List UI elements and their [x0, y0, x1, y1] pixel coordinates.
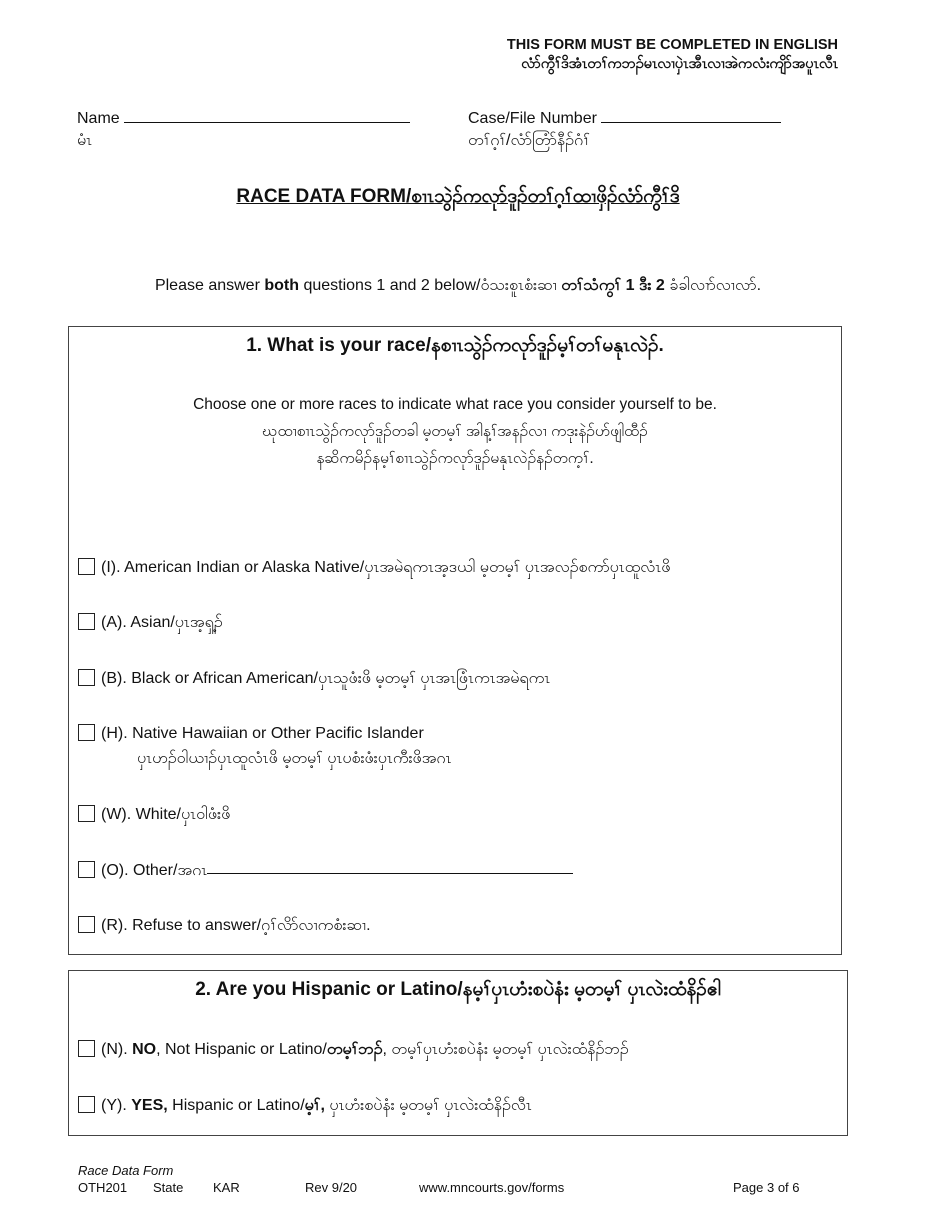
race-option-white[interactable] — [78, 803, 230, 827]
question-2-box — [68, 970, 848, 1136]
checkbox-asian[interactable] — [78, 613, 95, 630]
form-title: RACE DATA FORM/စၢၤသွဲၣ်ကလုာ်ဒူၣ်တၢ်ဂ့ၢ်ထၢဖှိၣ်လံာ်ကွီၢ်ဒိ — [236, 186, 680, 207]
race-option-native-hawaiian[interactable] — [78, 722, 424, 746]
option-code: (N). — [101, 1041, 133, 1058]
choose-instruction — [69, 391, 841, 472]
instruction — [0, 274, 916, 298]
option-label — [101, 1094, 532, 1118]
choose-instruction-karen-2: နဆိကမိၣ်နမ့ၢ်စၢၤသွဲၣ်ကလုာ်ဒူၣ်မနုၤလဲၣ်နၣ်တက့ၢ်. — [316, 450, 594, 467]
checkbox-native-hawaiian[interactable] — [78, 724, 95, 741]
option-bold-karen: တမ့ၢ်ဘၣ် — [326, 1041, 383, 1058]
checkbox-american-indian[interactable] — [78, 558, 95, 575]
option-label: (I). American Indian or Alaska Native/ပှၤအမဲရကၤအ့ဒယါ မ့တမ့ၢ် ပှၤအလၣ်စကာ်ပှၤထူလံၤဖိ — [101, 559, 671, 576]
option-sublabel-native-hawaiian: ပှၤဟၣ်ဝါယၢၣ်ပှၤထူလံၤဖိ မ့တမ့ၢ် ပှၤပစံးဖံးပှၤကီးဖိအဂၤ — [137, 750, 452, 767]
other-race-input-line[interactable] — [207, 859, 573, 874]
option-label: (O). Other/အဂၤ — [101, 862, 208, 879]
case-number-field — [468, 108, 781, 152]
option-label: (R). Refuse to answer/ဂ့ၢ်လိာ်လၢကစံးဆၢ. — [101, 917, 371, 934]
option-text-karen: , တမ့ၢ်ပှၤဟံးစပဲနံး မ့တမ့ၢ် ပှၤလဲးထံနိၣ်ဘၣ် — [382, 1041, 629, 1058]
hispanic-option-yes[interactable] — [78, 1094, 532, 1118]
race-option-american-indian[interactable] — [78, 556, 670, 580]
footer-form-code: OTH201 — [78, 1180, 128, 1195]
instruction-text-3: ခံခါလၢာ်လၢလာ်. — [664, 277, 762, 294]
race-option-other[interactable] — [78, 859, 573, 883]
case-number-label: Case/File Number — [468, 110, 597, 127]
option-label: (W). White/ပှၤဝါဖံးဖိ — [101, 806, 231, 823]
option-label: (B). Black or African American/ပှၤသူဖံးဖိ မ့တမ့ၢ် ပှၤအၤဖြံၤကၤအမဲရကၤ — [101, 670, 551, 687]
footer-language: KAR — [213, 1180, 240, 1195]
instruction-text-1: Please answer — [154, 277, 265, 294]
footer-page-number: Page 3 of 6 — [733, 1180, 800, 1195]
checkbox-refuse[interactable] — [78, 916, 95, 933]
option-code: (Y). — [101, 1097, 132, 1114]
race-option-black[interactable] — [78, 667, 550, 691]
option-label: (H). Native Hawaiian or Other Pacific Islander — [101, 725, 424, 742]
question-1-title: 1. What is your race/နစၢၤသွဲၣ်ကလုာ်ဒူၣ်မ့ၢ်တၢ်မနုၤလဲၣ်. — [246, 335, 664, 356]
footer-revision: Rev 9/20 — [305, 1180, 358, 1195]
case-number-label-karen: တၢ်ဂ့ၢ်/လံာ်တြံာ်နီၣ်ဂံၢ် — [468, 132, 590, 149]
checkbox-other[interactable] — [78, 861, 95, 878]
footer-state: State — [153, 1180, 184, 1195]
footer-url[interactable]: www.mncourts.gov/forms — [419, 1180, 565, 1195]
option-label: (A). Asian/ပှၤအ့ၡ့ၣ် — [101, 614, 223, 631]
instruction-bold-1: both — [264, 277, 299, 294]
option-label-group — [101, 722, 424, 746]
notice-karen: လံာ်ကွီၢ်ဒိအံၤတၢ်ကဘၣ်မၤလၢပှဲၤအီၤလၢအဲကလံးကျိာ်အပူၤလီၤ — [521, 56, 838, 72]
choose-instruction-karen-1: ဃုထၢစၢၤသွဲၣ်ကလုာ်ဒူၣ်တခါ မ့တမ့ၢ် အါန့ၢ်အနၣ်လၢ ကဒုးနဲၣ်ဟ်ဖျါထီၣ် — [262, 423, 648, 440]
option-bold: YES, — [131, 1097, 168, 1114]
option-text: Hispanic or Latino/ — [167, 1097, 305, 1114]
question-2-title: 2. Are you Hispanic or Latino/နမ့ၢ်ပှၤဟံးစပဲနံး မ့တမ့ၢ် ပှၤလဲးထံနိၣ်ဧါ — [195, 979, 721, 1000]
option-bold: NO — [132, 1041, 157, 1058]
choose-instruction-english: Choose one or more races to indicate what race you consider yourself to be. — [193, 396, 717, 413]
name-input-line[interactable] — [124, 108, 410, 123]
name-label-karen: မံၤ — [77, 132, 93, 149]
name-label: Name — [77, 110, 120, 127]
question-1-box — [68, 326, 842, 955]
checkbox-black[interactable] — [78, 669, 95, 686]
notice-english: THIS FORM MUST BE COMPLETED IN ENGLISH — [506, 37, 838, 53]
option-text: , Not Hispanic or Latino/ — [156, 1041, 327, 1058]
checkbox-white[interactable] — [78, 805, 95, 822]
footer-form-name: Race Data Form — [78, 1163, 174, 1178]
instruction-text-2: questions 1 and 2 below/ဝံသးစူၤစံးဆၢ — [299, 277, 562, 294]
name-field — [77, 108, 410, 152]
case-number-input-line[interactable] — [601, 108, 781, 123]
option-text-karen: ပှၤဟံးစပဲနံး မ့တမ့ၢ် ပှၤလဲးထံနိၣ်လီၤ — [324, 1097, 532, 1114]
option-bold-karen: မ့ၢ်, — [304, 1097, 325, 1114]
english-notice — [507, 36, 838, 74]
checkbox-no[interactable] — [78, 1040, 95, 1057]
instruction-bold-2: တၢ်သံကွၢ် 1 ဒီး 2 — [561, 277, 665, 294]
hispanic-option-no[interactable] — [78, 1038, 629, 1062]
race-option-asian[interactable] — [78, 611, 223, 635]
option-label — [101, 1038, 629, 1062]
race-option-refuse[interactable] — [78, 914, 371, 938]
checkbox-yes[interactable] — [78, 1096, 95, 1113]
